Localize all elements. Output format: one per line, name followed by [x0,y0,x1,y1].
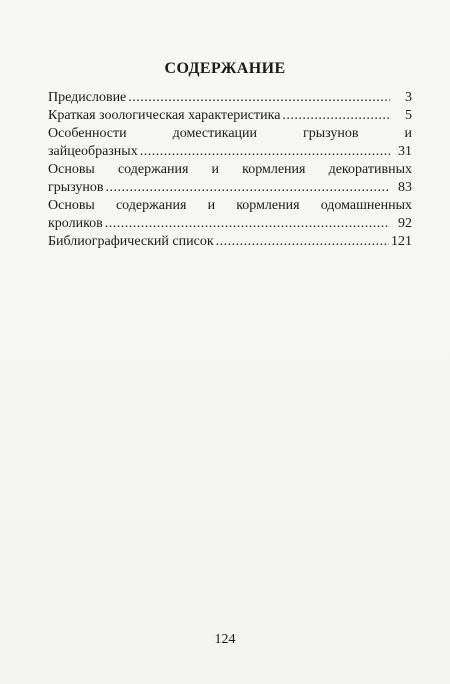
toc-entry-page: 83 [398,180,412,195]
toc-entry-page: 92 [398,216,412,231]
toc-entry-label: зайцеобразных [48,144,138,159]
toc-entry-zoology [48,107,412,125]
toc-entry-label-line1: Особенности доместикации грызунов и [48,126,412,141]
toc-entry-page: 5 [405,108,412,123]
page-title: СОДЕРЖАНИЕ [164,60,286,77]
toc-entry-label-line1: Основы содержания и кормления декоративных [48,162,412,177]
toc-entry-label: Предисловие [48,90,127,105]
table-of-contents [48,89,412,251]
dot-leader [105,215,390,233]
page-number: 124 [214,632,236,647]
toc-entry-label: грызунов [48,180,104,195]
dot-leader [216,233,389,251]
dot-leader [106,179,391,197]
toc-entry-label-line1: Основы содержания и кормления одомашненных [48,198,412,213]
toc-entry-page: 121 [391,234,412,249]
toc-entry-label: Краткая зоологическая характеристика [48,108,281,123]
toc-entry-page: 31 [398,144,412,159]
dot-leader [140,143,390,161]
toc-entry-label: Библиографический список [48,234,214,249]
toc-entry-label: кроликов [48,216,103,231]
dot-leader [128,89,390,107]
dot-leader [282,107,390,125]
toc-entry-domestication [48,125,412,161]
toc-entry-rabbits-care [48,197,412,233]
toc-entry-preface [48,89,412,107]
toc-entry-rodents-care [48,161,412,197]
toc-entry-bibliography [48,233,412,251]
toc-entry-page: 3 [405,90,412,105]
